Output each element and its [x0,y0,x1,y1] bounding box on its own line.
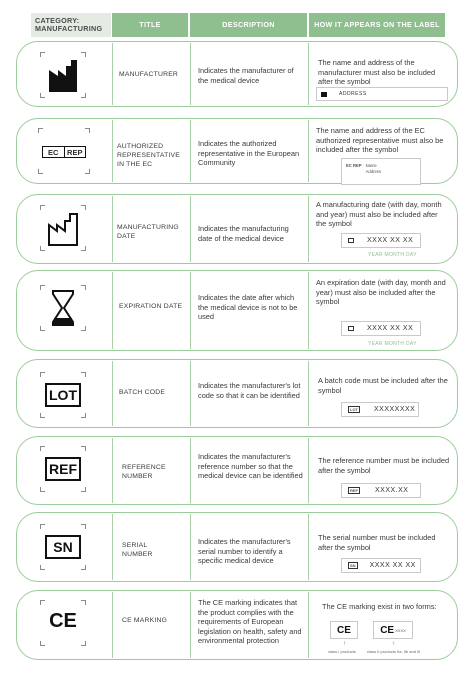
lot-icon: LOT [40,372,86,418]
title-column-header: TITLE [112,13,188,37]
label-example: SN XXXX XX XX [341,558,421,573]
row-label-text: A batch code must be included after the symbol [318,376,448,395]
category-header: CATEGORY: MANUFACTURING [31,13,111,37]
row-title: SERIAL NUMBER [122,542,153,558]
row-title: AUTHORIZED REPRESENTATIVE IN THE EC [117,143,180,168]
sn-icon: SN [40,524,86,570]
label-column-header: HOW IT APPEARS ON THE LABEL [309,13,445,37]
factory-mini-icon [321,92,327,97]
hourglass-icon [40,285,86,331]
ce-form-a: CE [330,621,358,639]
row-label-text: A manufacturing date (with day, month and year) must also be included after the symbol [316,200,442,229]
arrow-up-icon: ↑ [343,641,346,647]
row-title: MANUFACTURER [119,71,179,78]
label-example: EC REP Name Address [341,158,421,185]
row-description: Indicates the manufacturing date of the medical device [198,224,289,243]
ec-rep-icon: EC REP [38,128,90,174]
row-label-text: The CE marking exist in two forms: [322,602,437,611]
label-example: ADDRESS [316,87,448,101]
row-title: REFERENCE NUMBER [122,464,166,480]
ce-caption-b: class II products IIa, IIb and III [367,649,421,654]
label-example: XXXX XX XX [341,321,421,336]
ce-form-b: CE XXXX [373,621,413,639]
label-example: XXXX XX XX [341,233,421,248]
label-example: LOT XXXXXXXX [341,402,419,417]
row-title: MANUFACTURING DATE [117,224,179,240]
row-label-text: The name and address of the manufacturer must also be included after the symbol [318,58,436,87]
hourglass-mini-icon [348,326,354,331]
row-description: Indicates the manufacturer's serial number to identify a specific medical device [198,537,291,566]
row-description: Indicates the date after which the medical device is not to be used [198,293,298,322]
row-title: BATCH CODE [119,389,166,396]
row-label-text: The serial number must be included after the symbol [318,533,436,552]
description-column-header: DESCRIPTION [190,13,307,37]
row-description: Indicates the manufacturer's reference number so that the medical device can be identified [198,452,303,481]
row-description: Indicates the manufacturer's lot code so that it can be identified [198,381,301,400]
row-title: EXPIRATION DATE [119,303,183,310]
ce-caption-a: class I products [328,649,356,654]
factory-filled-icon [40,52,86,98]
factory-mini-icon [348,238,354,243]
row-description: Indicates the authorized representative in the European Community [198,139,300,168]
label-example: REF XXXX.XX [341,483,421,498]
row-title: CE MARKING [122,617,168,624]
row-label-text: The reference number must be included after the symbol [318,456,450,475]
factory-outline-icon [40,205,86,251]
ce-icon: CE [40,600,86,646]
ref-icon: REF [40,446,86,492]
date-caption: YEAR MONTH DAY [368,341,417,347]
row-label-text: An expiration date (with day, month and year) must also be included after the symbol [316,278,446,307]
arrow-up-icon: ↑ [392,641,395,647]
row-label-text: The name and address of the EC authorized representative must also be included after the symbol [316,126,444,155]
date-caption: YEAR MONTH DAY [368,252,417,258]
row-description: Indicates the manufacturer of the medical device [198,66,294,85]
row-description: The CE marking indicates that the product complies with the requirements of European legislation on health, safety and environmental protection [198,598,302,646]
